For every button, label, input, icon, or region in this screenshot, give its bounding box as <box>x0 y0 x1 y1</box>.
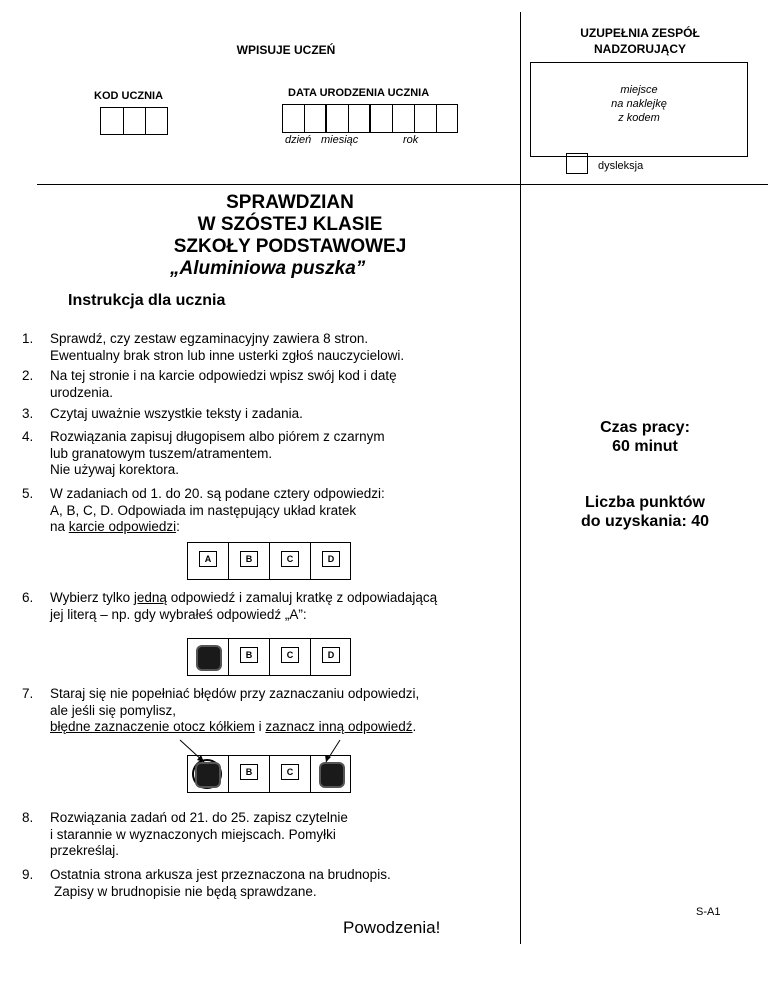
good-luck-text: Powodzenia! <box>343 918 441 937</box>
vertical-divider <box>520 12 521 944</box>
code-label: KOD UCZNIA <box>94 90 164 102</box>
dob-boxes[interactable] <box>282 104 458 133</box>
answer-box-b: B <box>240 551 258 567</box>
sticker-area: miejsce na naklejkę z kodem <box>530 62 748 157</box>
year-label: rok <box>403 134 419 146</box>
filled-mark <box>321 764 343 786</box>
team-label: UZUPEŁNIA ZESPÓŁ NADZORUJĄCY <box>580 26 700 56</box>
dyslexia-checkbox[interactable] <box>566 153 588 174</box>
month-label: miesiąc <box>321 134 359 146</box>
instruction-6: 6. Wybierz tylko jedną odpowiedź i zamaluj kratkę z odpowiadającą jej literą – np. gdy wybrałeś odpowiedź „A”: <box>22 590 438 622</box>
exam-title: SPRAWDZIAN W SZÓSTEJ KLASIE SZKOŁY PODSTAWOWEJ „Aluminiowa puszka” <box>170 192 407 279</box>
instruction-5: 5. W zadaniach od 1. do 20. są podane cztery odpowiedzi: A, B, C, D. Odpowiada im następujący układ kratek na karcie odpowiedzi: <box>22 486 385 534</box>
answer-box-b: B <box>240 647 258 663</box>
dyslexia-label: dysleksja <box>598 160 644 172</box>
answer-box-d: D <box>322 647 340 663</box>
horizontal-divider <box>37 184 768 185</box>
answer-box-d: D <box>322 551 340 567</box>
answer-box-a: A <box>199 551 217 567</box>
instruction-8: 8. Rozwiązania zadań od 21. do 25. zapisz czytelnie i starannie w wyznaczonych miejscach. Pomyłki przekreślaj. <box>22 810 348 858</box>
filled-mark <box>198 647 220 669</box>
answer-grid-filled-example <box>187 638 351 676</box>
instruction-1: 1. Sprawdź, czy zestaw egzaminacyjny zawiera 8 stron. Ewentualny brak stron lub inne usterki zgłoś nauczycielowi. <box>22 331 405 363</box>
sheet-code: S-A1 <box>696 906 721 918</box>
answer-box-c: C <box>281 647 299 663</box>
instruction-2: 2. Na tej stronie i na karcie odpowiedzi wpisz swój kod i datę urodzenia. <box>22 368 397 400</box>
dob-label: DATA URODZENIA UCZNIA <box>288 87 430 99</box>
student-section-label: WPISUJE UCZEŃ <box>236 43 336 57</box>
time-info: Czas pracy: 60 minut <box>600 419 690 455</box>
instructions-heading: Instrukcja dla ucznia <box>68 292 226 309</box>
filled-mark <box>197 764 219 786</box>
answer-box-c: C <box>281 551 299 567</box>
instruction-7: 7. Staraj się nie popełniać błędów przy zaznaczaniu odpowiedzi, ale jeśli się pomylisz, błędne zaznaczenie otocz kółkiem i zaznacz inną odpowiedź. <box>22 686 420 734</box>
instruction-4: 4. Rozwiązania zapisuj długopisem albo piórem z czarnym lub granatowym tuszem/atramentem. Nie używaj korektora. <box>22 429 385 477</box>
points-info: Liczba punktów do uzyskania: 40 <box>580 494 710 530</box>
answer-box-b: B <box>240 764 258 780</box>
answer-grid-correction-example <box>187 755 351 793</box>
instruction-9: 9. Ostatnia strona arkusza jest przeznaczona na brudnopis. Zapisy w brudnopisie nie będą sprawdzane. <box>22 867 391 899</box>
answer-grid-example <box>187 542 351 580</box>
day-label: dzień <box>285 134 312 146</box>
instruction-3: 3. Czytaj uważnie wszystkie teksty i zadania. <box>22 406 303 421</box>
student-code-boxes[interactable] <box>100 107 168 135</box>
answer-box-c: C <box>281 764 299 780</box>
